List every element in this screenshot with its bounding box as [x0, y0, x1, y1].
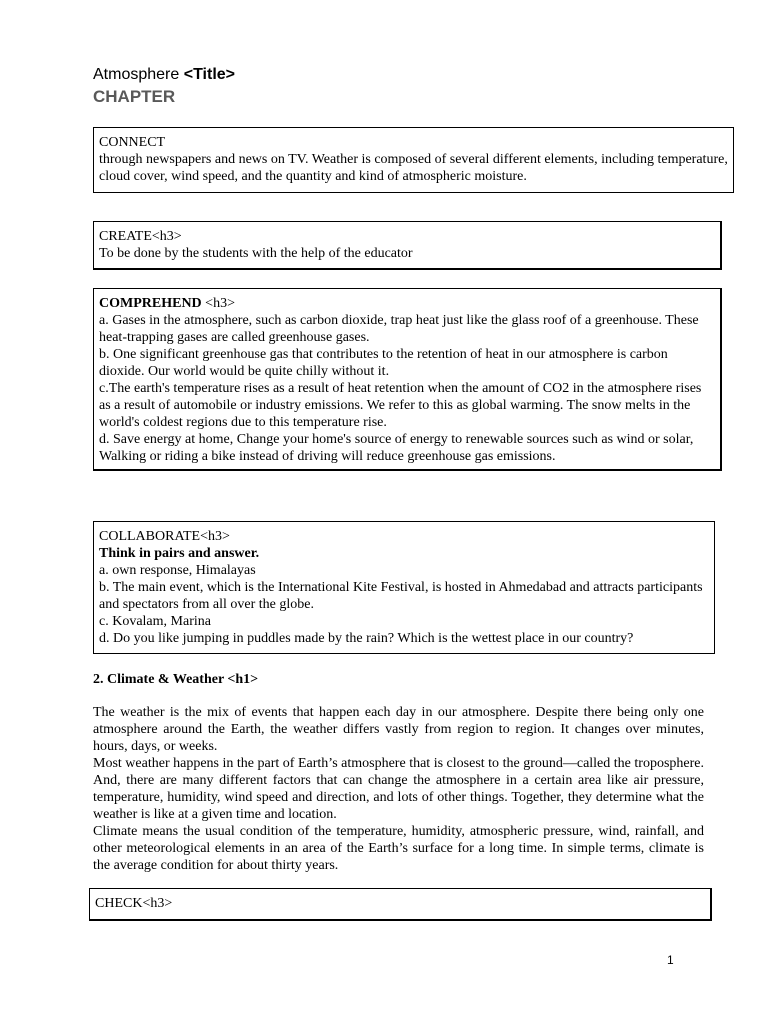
comprehend-heading-tag: <h3> — [201, 296, 235, 311]
connect-heading: CONNECT — [99, 135, 166, 150]
create-text: To be done by the students with the help of the educator — [99, 246, 413, 261]
create-heading: CREATE<h3> — [99, 229, 182, 244]
section-heading: 2. Climate & Weather <h1> — [93, 672, 259, 687]
comprehend-item: a. Gases in the atmosphere, such as carbon dioxide, trap heat just like the glass roof of a greenhouse. These heat-trapping gases are called greenhouse gases. — [99, 313, 699, 345]
check-heading: CHECK<h3> — [95, 896, 173, 911]
comprehend-item: d. Save energy at home, Change your home's source of energy to renewable sources such as wind or solar, Walking or riding a bike instead of driving will reduce greenhouse gas emissions. — [99, 432, 694, 464]
collaborate-item: a. own response, Himalayas — [99, 563, 256, 578]
collaborate-instruction: Think in pairs and answer. — [99, 546, 260, 561]
comprehend-heading — [99, 295, 715, 312]
page-number: 1 — [667, 953, 674, 967]
collaborate-box — [93, 521, 715, 654]
connect-box — [93, 127, 734, 193]
comprehend-heading-text: COMPREHEND — [99, 296, 202, 311]
document-title — [93, 65, 235, 85]
body-paragraph: Climate means the usual condition of the temperature, humidity, atmospheric pressure, wind, rainfall, and other meteorological elements in an area of the Earth’s surface for a long time. In simple terms, climate is the average condition for about thirty years. — [93, 824, 704, 873]
comprehend-box — [93, 288, 722, 471]
comprehend-item: b. One significant greenhouse gas that contributes to the retention of heat in our atmosphere is carbon dioxide. Our world would be quite chilly without it. — [99, 347, 668, 379]
body-paragraph: Most weather happens in the part of Earth’s atmosphere that is closest to the ground—called the troposphere. And, there are many different factors that can change the atmosphere in a certain area like air pressure, temperature, humidity, wind speed and direction, and lots of other things. Together, they determine what the weather is like at a given time and location. — [93, 756, 704, 822]
check-box — [89, 888, 712, 921]
create-box — [93, 221, 722, 270]
connect-text: through newspapers and news on TV. Weather is composed of several different elements, including temperature, cloud cover, wind speed, and the quantity and kind of atmospheric moisture. — [99, 152, 728, 184]
collaborate-item: b. The main event, which is the International Kite Festival, is hosted in Ahmedabad and attracts participants and spectators from all over the globe. — [99, 580, 703, 612]
section-body — [93, 704, 704, 874]
collaborate-item: d. Do you like jumping in puddles made by the rain? Which is the wettest place in our country? — [99, 631, 634, 646]
title-text: Atmosphere — [93, 66, 180, 83]
body-paragraph: The weather is the mix of events that happen each day in our atmosphere. Despite there being only one atmosphere around the Earth, the weather differs vastly from region to region. It changes over minutes, hours, days, or weeks. — [93, 705, 704, 754]
chapter-label: CHAPTER — [93, 87, 176, 106]
collaborate-heading: COLLABORATE<h3> — [99, 529, 230, 544]
collaborate-item: c. Kovalam, Marina — [99, 614, 211, 629]
title-tag: <Title> — [183, 66, 236, 83]
comprehend-item: c.The earth's temperature rises as a result of heat retention when the amount of CO2 in the atmosphere rises as a result of automobile or industry emissions. We refer to this as global warming. The snow melts in the world's coldest regions due to this temperature rise. — [99, 381, 702, 430]
